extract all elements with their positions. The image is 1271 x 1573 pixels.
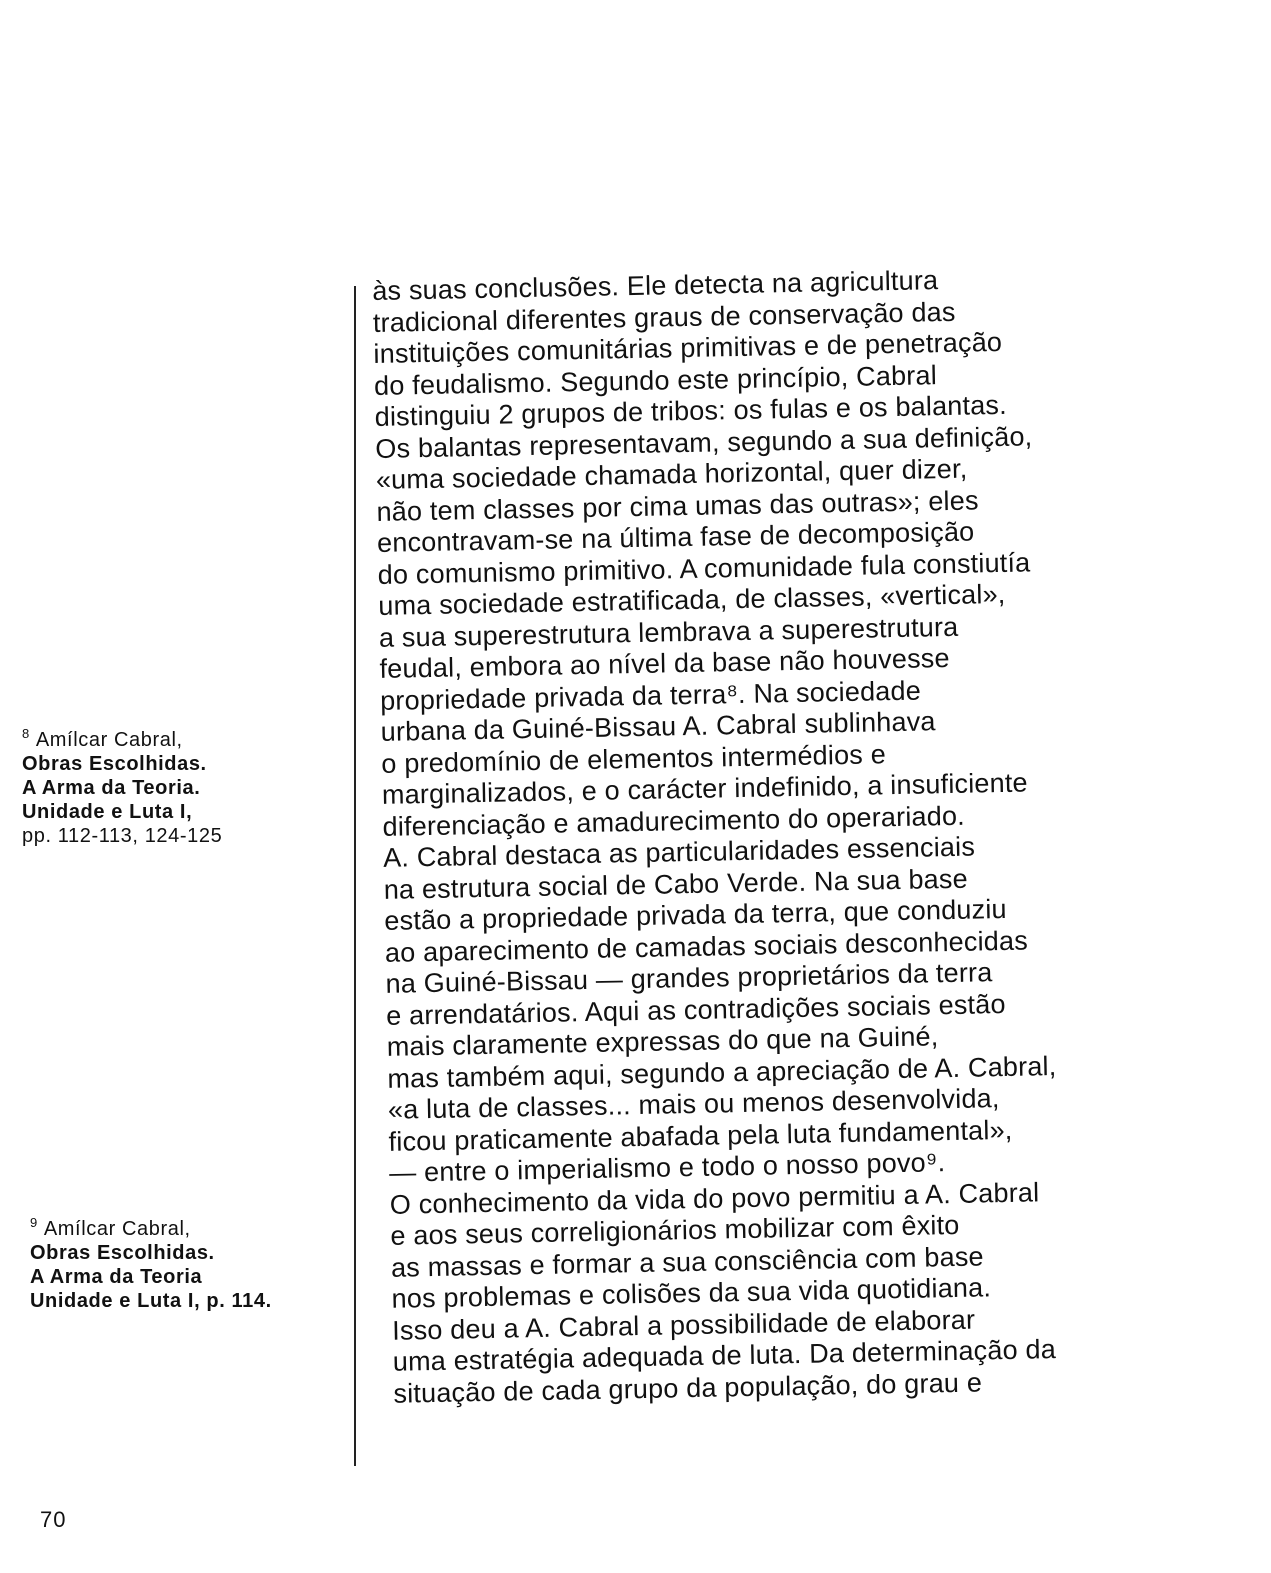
body-line: mas também aqui, segundo a apreciação de A. Cabral, (387, 1050, 1057, 1094)
footnote-marker: 9 (30, 1215, 38, 1231)
body-line: na Guiné-Bissau — grandes proprietários da terra (385, 957, 993, 999)
footnote-marker: 8 (22, 726, 30, 742)
body-line: e aos seus correligionários mobilizar com êxito (390, 1209, 960, 1251)
body-line: instituições comunitárias primitivas e de penetração (373, 326, 1003, 369)
page-number: 70 (40, 1507, 67, 1532)
body-line: na estrutura social de Cabo Verde. Na sua base (383, 863, 969, 905)
body-line: uma sociedade estratificada, de classes, «vertical», (378, 578, 1006, 621)
body-line: às suas conclusões. Ele detecta na agricultura (372, 265, 939, 306)
body-line: «a luta de classes... mais ou menos desenvolvida, (387, 1083, 1000, 1125)
body-text (372, 259, 1271, 1410)
body-line: diferenciação e amadurecimento do operariado. (382, 800, 966, 842)
body-line: não tem classes por cima umas das outras»; eles (376, 484, 979, 527)
body-line: — entre o imperialismo e todo o nosso povo⁹. (388, 1147, 946, 1188)
body-line: e arrendatários. Aqui as contradições sociais estão (385, 988, 1006, 1031)
footnote-author: $^8$ Amílcar Cabral, (22, 726, 183, 751)
body-line: situação de cada grupo da população, do grau e (393, 1366, 983, 1409)
body-line: marginalizados, e o carácter indefinido, a insuficiente (381, 767, 1028, 810)
body-line: ao aparecimento de camadas sociais desconhecidas (384, 925, 1029, 968)
body-line: o predomínio de elementos intermédios e (381, 738, 887, 779)
body-line: feudal, embora ao nível da base não houvesse (379, 642, 950, 684)
body-line: O conhecimento da vida do povo permitiu a A. Cabral (389, 1176, 1040, 1220)
body-line: urbana da Guiné-Bissau A. Cabral sublinhava (380, 706, 936, 747)
body-line: ficou praticamente abafada pela luta fundamental», (388, 1114, 1013, 1157)
footnote-subtitle: Unidade e Luta I, (22, 801, 193, 823)
footnote-pages: pp. 112-113, 124-125 (22, 825, 223, 847)
body-line: Os balantas representavam, segundo a sua definição, (375, 420, 1033, 464)
body-line: estão a propriedade privada da terra, que conduziu (384, 893, 1007, 936)
body-line: propriedade privada da terra⁸. Na sociedade (379, 675, 922, 716)
body-line: do comunismo primitivo. A comunidade fula constiutía (377, 546, 1031, 590)
body-line: encontravam-se na última fase de decomposição (376, 516, 975, 558)
footnote-author: $^9$ Amílcar Cabral, (30, 1215, 191, 1240)
footnote-volume: A Arma da Teoria (30, 1266, 203, 1288)
body-line: a sua superestrutura lembrava a superestrutura (378, 611, 959, 653)
body-line: «uma sociedade chamada horizontal, quer dizer, (375, 453, 968, 495)
footnote-volume: A Arma da Teoria. (22, 777, 201, 799)
footnote-book: Obras Escolhidas. (30, 1242, 215, 1264)
footnote-9 (30, 1217, 272, 1313)
body-line: tradicional diferentes graus de conservação das (372, 296, 956, 338)
body-line: Isso deu a A. Cabral a possibilidade de elaborar (391, 1304, 976, 1346)
margin-rule (354, 286, 356, 1466)
body-line: uma estratégia adequada de luta. Da determinação da (392, 1334, 1057, 1377)
footnote-book: Obras Escolhidas. (22, 753, 207, 775)
body-line: A. Cabral destaca as particularidades essenciais (382, 831, 976, 873)
footnote-8 (22, 728, 222, 848)
body-line: nos problemas e colisões da sua vida quotidiana. (391, 1272, 992, 1314)
body-line: mais claramente expressas do que na Guiné, (386, 1021, 939, 1062)
body-line: as massas e formar a sua consciência com base (390, 1240, 984, 1283)
body-line: distinguiu 2 grupos de tribos: os fulas e os balantas. (374, 389, 1008, 432)
footnote-subtitle: Unidade e Luta I, p. 114. (30, 1290, 272, 1312)
body-line: do feudalismo. Segundo este princípio, Cabral (373, 359, 938, 401)
